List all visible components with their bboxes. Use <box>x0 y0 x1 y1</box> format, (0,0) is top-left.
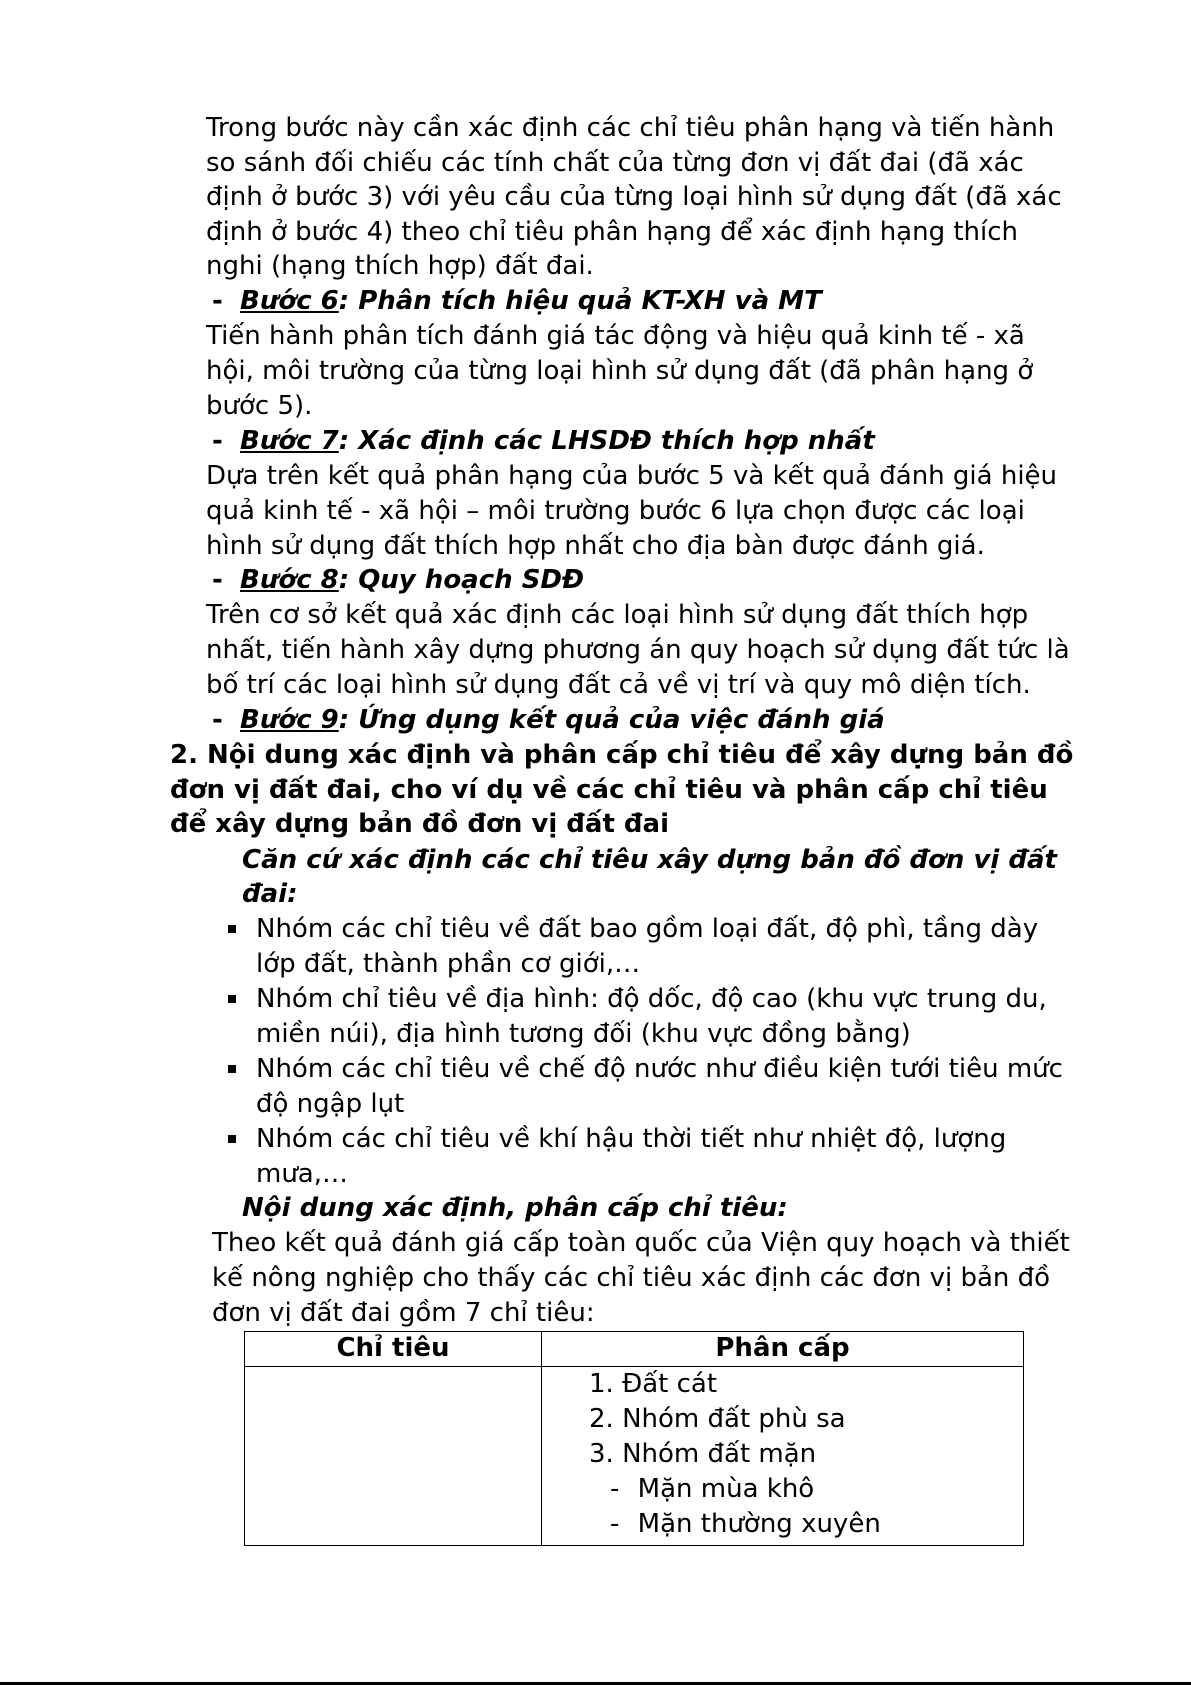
section-heading-line-1: 2. Nội dung xác định và phân cấp chỉ tiêu để xây dựng bản đồ <box>170 740 1074 770</box>
step-7-label: Bước 7 <box>240 426 339 456</box>
step-7-body-2: quả kinh tế - xã hội – môi trường bước 6 lựa chọn được các loại <box>206 496 1025 526</box>
numbered-item: 3. Nhóm đất mặn <box>589 1439 817 1469</box>
table-header-classification: Phân cấp <box>542 1332 1024 1367</box>
step-8-body-1: Trên cơ sở kết quả xác định các loại hình sử dụng đất thích hợp <box>206 600 1029 630</box>
step-7-body-3: hình sử dụng đất thích hợp nhất cho địa bàn được đánh giá. <box>206 531 985 561</box>
step-9-label: Bước 9 <box>240 705 339 735</box>
step-7-heading <box>240 424 875 458</box>
step-6-body-2: hội, môi trường của từng loại hình sử dụng đất (đã phân hạng ở <box>206 356 1034 386</box>
section-heading-line-2: đơn vị đất đai, cho ví dụ về các chỉ tiêu và phân cấp chỉ tiêu <box>170 775 1048 805</box>
bullet-square-icon <box>228 1135 236 1143</box>
step-8-dash: - <box>212 565 223 595</box>
bullet-2-line-1: Nhóm chỉ tiêu về địa hình: độ dốc, độ cao (khu vực trung du, <box>256 984 1047 1014</box>
step-8-heading <box>240 563 584 597</box>
step-7-dash: - <box>212 426 223 456</box>
bullet-3-line-1: Nhóm các chỉ tiêu về chế độ nước như điều kiện tưới tiêu mức <box>256 1054 1063 1084</box>
numbered-item: 1. Đất cát <box>589 1369 718 1399</box>
indicator-table <box>244 1331 1024 1546</box>
intro-line-4: định ở bước 4) theo chỉ tiêu phân hạng để xác định hạng thích <box>206 217 1019 247</box>
step-6-dash: - <box>212 286 223 316</box>
step-6-label: Bước 6 <box>240 286 339 316</box>
content-line-2: kế nông nghiệp cho thấy các chỉ tiêu xác định các đơn vị bản đồ <box>212 1263 1051 1293</box>
table-row <box>245 1367 1024 1546</box>
step-9-dash: - <box>212 705 223 735</box>
content-line-1: Theo kết quả đánh giá cấp toàn quốc của Viện quy hoạch và thiết <box>212 1228 1070 1258</box>
bullet-1-line-1: Nhóm các chỉ tiêu về đất bao gồm loại đất, độ phì, tầng dày <box>256 914 1039 944</box>
step-9-heading <box>240 703 885 737</box>
basis-heading-line-1: Căn cứ xác định các chỉ tiêu xây dựng bản đồ đơn vị đất <box>242 845 1057 875</box>
step-7-title: : Xác định các LHSDĐ thích hợp nhất <box>338 426 875 456</box>
table-cell-classification <box>542 1367 1024 1546</box>
basis-heading-line-2: đai: <box>242 879 298 909</box>
bullet-square-icon <box>228 925 236 933</box>
step-8-body-2: nhất, tiến hành xây dựng phương án quy hoạch sử dụng đất tức là <box>206 635 1070 665</box>
step-6-heading <box>240 284 822 318</box>
bullet-3-line-2: độ ngập lụt <box>256 1089 405 1119</box>
content-line-3: đơn vị đất đai gồm 7 chỉ tiêu: <box>212 1298 595 1328</box>
bullet-4-line-1: Nhóm các chỉ tiêu về khí hậu thời tiết như nhiệt độ, lượng <box>256 1124 1007 1154</box>
bullet-1-line-2: lớp đất, thành phần cơ giới,… <box>256 949 641 979</box>
step-8-title: : Quy hoạch SDĐ <box>338 565 584 595</box>
bullet-4-line-2: mưa,… <box>256 1159 349 1189</box>
table-header-row <box>245 1332 1024 1367</box>
numbered-item: 2. Nhóm đất phù sa <box>589 1404 846 1434</box>
bullet-2-line-2: miền núi), địa hình tương đối (khu vực đồng bằng) <box>256 1019 911 1049</box>
step-8-body-3: bố trí các loại hình sử dụng đất cả về vị trí và quy mô diện tích. <box>206 670 1031 700</box>
bullet-square-icon <box>228 995 236 1003</box>
sub-item: - Mặn mùa khô <box>610 1474 815 1504</box>
step-9-title: : Ứng dụng kết quả của việc đánh giá <box>338 705 885 735</box>
step-6-title: : Phân tích hiệu quả KT-XH và MT <box>338 286 822 316</box>
intro-line-3: định ở bước 3) với yêu cầu của từng loại hình sử dụng đất (đã xác <box>206 182 1062 212</box>
intro-line-5: nghi (hạng thích hợp) đất đai. <box>206 251 594 281</box>
sub-item: - Mặn thường xuyên <box>610 1509 881 1539</box>
step-7-body-1: Dựa trên kết quả phân hạng của bước 5 và kết quả đánh giá hiệu <box>206 461 1058 491</box>
section-heading-line-3: để xây dựng bản đồ đơn vị đất đai <box>170 809 670 839</box>
table-header-indicator: Chỉ tiêu <box>245 1332 542 1367</box>
table-cell-indicator <box>245 1367 542 1546</box>
content-heading: Nội dung xác định, phân cấp chỉ tiêu: <box>242 1193 788 1223</box>
step-6-body-1: Tiến hành phân tích đánh giá tác động và hiệu quả kinh tế - xã <box>206 321 1025 351</box>
step-8-label: Bước 8 <box>240 565 339 595</box>
bullet-square-icon <box>228 1065 236 1073</box>
intro-line-1: Trong bước này cần xác định các chỉ tiêu phân hạng và tiến hành <box>206 113 1055 143</box>
step-6-body-3: bước 5). <box>206 391 313 421</box>
intro-line-2: so sánh đối chiếu các tính chất của từng đơn vị đất đai (đã xác <box>206 148 1024 178</box>
